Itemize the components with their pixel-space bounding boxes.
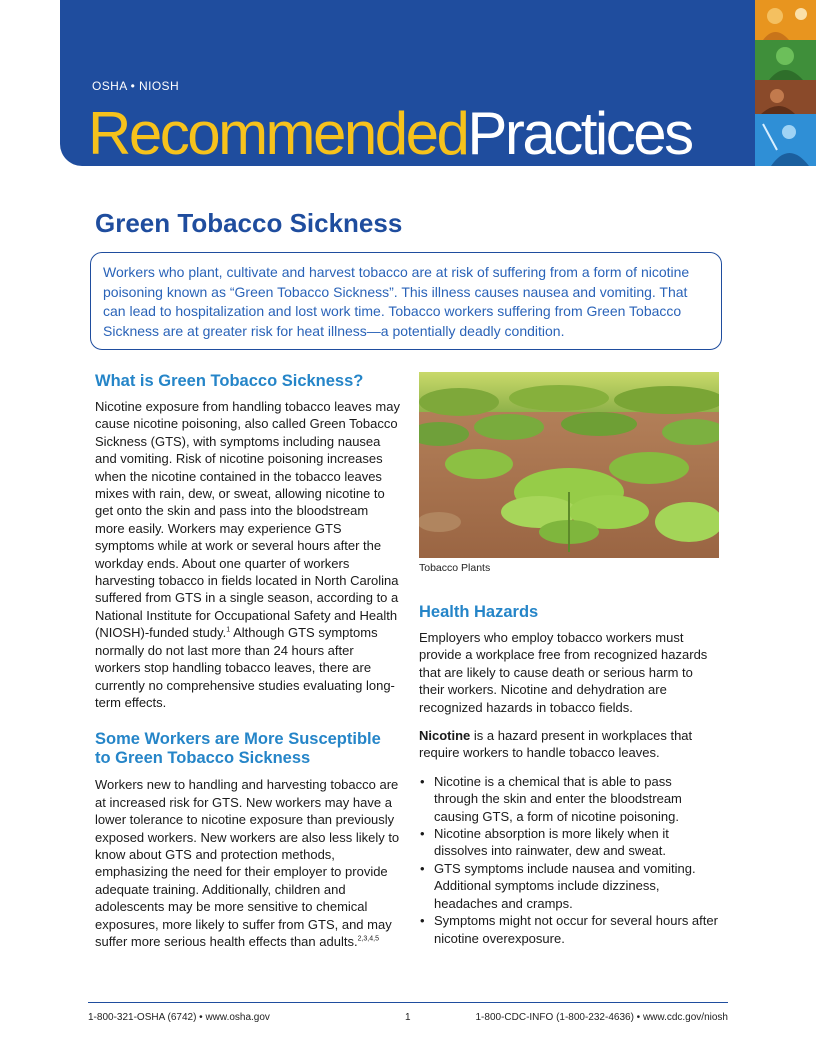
agency-kicker: OSHA • NIOSH xyxy=(92,79,180,93)
susceptible-text: Workers new to handling and harvesting tobacco are at increased risk for GTS. New workers may have a lower tolerance to nicotine exposure than previously exposed workers. New workers are also less likely to know about GTS and protection methods, emphasizing the need for their employer to provide adequate training. Additionally, children and adolescents may be more sensitive to chemical exposures, more likely to suffer from GTS, and may suffer more serious health effects than adults. xyxy=(95,777,400,949)
reference-marker: 1 xyxy=(226,626,231,634)
susceptible-heading-line1: Some Workers are More Susceptible xyxy=(95,730,381,749)
nicotine-text: is a hazard present in workplaces that require workers to handle tobacco leaves. xyxy=(419,728,693,761)
series-title-part2: Practices xyxy=(467,100,692,167)
reference-marker: 2,3,4,5 xyxy=(357,935,379,943)
list-item xyxy=(419,825,719,860)
hazard-bullet-list xyxy=(419,773,719,947)
list-item-text: Nicotine is a chemical that is able to pass through the skin and enter the bloodstream causing GTS, a form of nicotine poisoning. xyxy=(434,773,682,824)
section-body-what-is-gts xyxy=(95,398,400,711)
intro-text: Workers who plant, cultivate and harvest tobacco are at risk of suffering from a form of nicotine poisoning known as “Green Tobacco Sickness”. This illness causes nausea and vomiting. That can lead to hospitalization and lost work time. Tobacco workers suffering from Green Tobacco Sickness are at greater risk for heat illness—a potentially deadly condition. xyxy=(103,264,690,339)
series-title xyxy=(88,98,692,170)
list-item-text: Nicotine absorption is more likely when it dissolves into rainwater, dew and sweat. xyxy=(434,826,669,859)
what-is-gts-text-b: Although GTS symptoms normally do not last more than 24 hours after workers stop handling tobacco leaves, there are currently no comprehensive studies evaluating long-term effects. xyxy=(95,625,395,710)
susceptible-heading-line2: to Green Tobacco Sickness xyxy=(95,749,311,768)
photo-caption: Tobacco Plants xyxy=(419,562,491,574)
section-body-health-hazards: Employers who employ tobacco workers must provide a workplace free from recognized hazards that are likely to cause death or serious harm to their workers. Nicotine and dehydration are recognized hazards in tobacco fields. xyxy=(419,630,708,715)
bullet-glyph: • xyxy=(420,826,425,842)
intro-callout xyxy=(90,252,722,350)
left-column xyxy=(95,372,400,950)
series-title-part1: Recommended xyxy=(88,100,468,167)
bullet-glyph: • xyxy=(420,773,425,789)
section-heading-health-hazards: Health Hazards xyxy=(419,603,539,621)
list-item xyxy=(419,773,719,825)
footer-divider xyxy=(88,1002,728,1003)
list-item-text: GTS symptoms include nausea and vomiting. Additional symptoms include dizziness, headaches and cramps. xyxy=(434,860,696,911)
page-number: 1 xyxy=(405,1012,411,1023)
footer-cdc-contact: 1-800-CDC-INFO (1-800-232-4636) • www.cdc.gov/niosh xyxy=(475,1012,728,1023)
section-heading-susceptible xyxy=(95,730,400,768)
header-photo-strip xyxy=(755,0,816,166)
section-heading-what-is-gts: What is Green Tobacco Sickness? xyxy=(95,372,364,390)
section-body-susceptible xyxy=(95,776,400,950)
right-column xyxy=(419,372,719,947)
nicotine-paragraph xyxy=(419,727,719,762)
worker-photos-image xyxy=(755,0,816,166)
list-item xyxy=(419,860,719,912)
footer-osha-contact: 1-800-321-OSHA (6742) • www.osha.gov xyxy=(88,1012,270,1023)
nicotine-label: Nicotine xyxy=(419,728,471,744)
bullet-glyph: • xyxy=(420,860,425,876)
bullet-glyph: • xyxy=(420,913,425,929)
what-is-gts-text-a: Nicotine exposure from handling tobacco leaves may cause nicotine poisoning, also called Green Tobacco Sickness (GTS), with symptoms including nausea and vomiting. Risk of nicotine poisoning increases when the nicotine contained in the tobacco leaves mixes with rain, dew, or sweat, allowing nicotine to get onto the skin and pass into the bloodstream more easily. Workers may experience GTS symptoms while at work or several hours after the workday ends. About one quarter of workers harvesting tobacco in fields located in North Carolina suffered from GTS in a single season, according to a National Institute for Occupational Safety and Health (NIOSH)-funded study. xyxy=(95,399,400,641)
list-item xyxy=(419,912,719,947)
list-item-text: Symptoms might not occur for several hours after nicotine overexposure. xyxy=(434,913,718,946)
page-title: Green Tobacco Sickness xyxy=(95,208,403,238)
tobacco-plants-photo xyxy=(419,372,719,558)
